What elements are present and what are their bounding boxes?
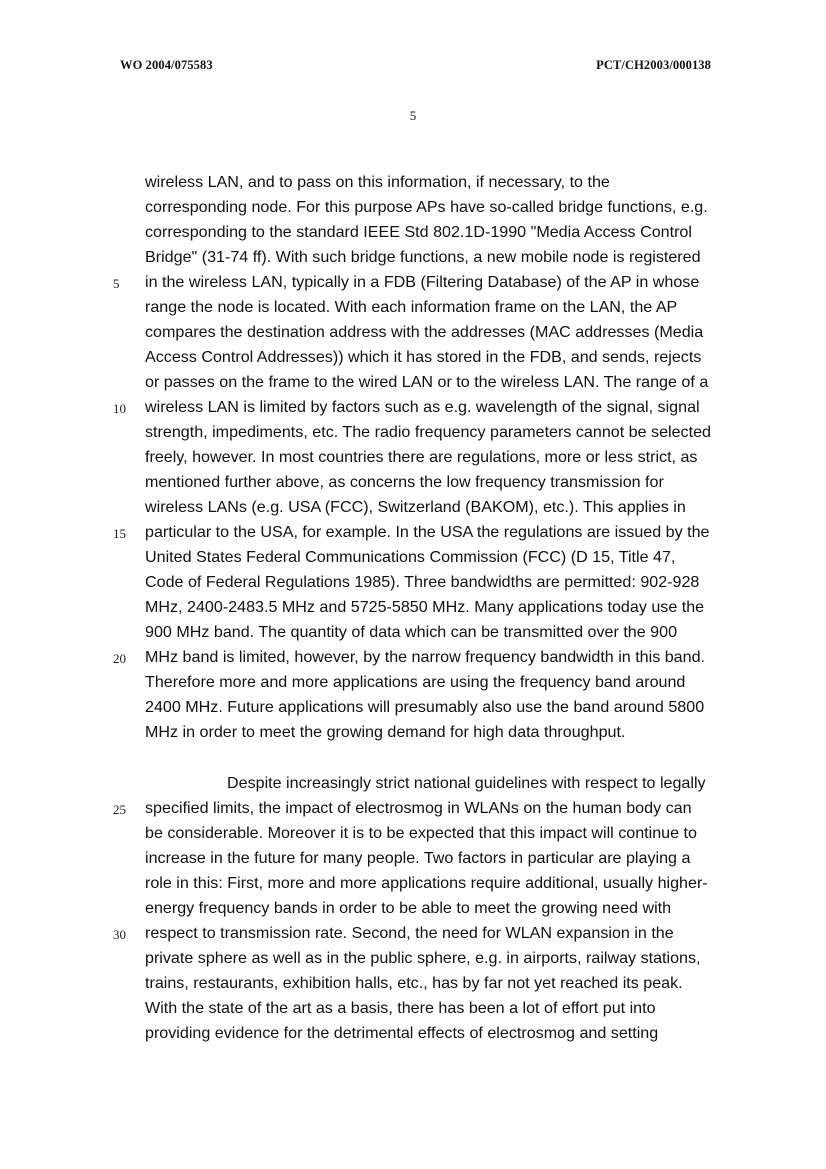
text-line: 2400 MHz. Future applications will presumably also use the band around 5800 [145, 698, 705, 716]
text-line: MHz, 2400-2483.5 MHz and 5725-5850 MHz. Many applications today use the [145, 598, 705, 616]
line-number: 30 [113, 927, 126, 942]
text-line: With the state of the art as a basis, there has been a lot of effort put into [145, 999, 656, 1017]
text-line: energy frequency bands in order to be able to meet the growing need with [145, 899, 672, 917]
text-line: in the wireless LAN, typically in a FDB (Filtering Database) of the AP in whose [145, 273, 700, 291]
page-number: 5 [409, 108, 417, 123]
text-line: 900 MHz band. The quantity of data which can be transmitted over the 900 [145, 623, 678, 641]
text-line: specified limits, the impact of electrosmog in WLANs on the human body can [145, 799, 692, 817]
text-line: Bridge" (31-74 ff). With such bridge functions, a new mobile node is registered [145, 248, 701, 266]
text-line: respect to transmission rate. Second, the need for WLAN expansion in the [145, 924, 674, 942]
text-line: MHz band is limited, however, by the narrow frequency bandwidth in this band. [145, 648, 706, 666]
line-number: 20 [113, 651, 126, 666]
text-line: particular to the USA, for example. In the USA the regulations are issued by the [145, 523, 710, 541]
text-line: Therefore more and more applications are using the frequency band around [145, 673, 686, 691]
text-line: increase in the future for many people. Two factors in particular are playing a [145, 849, 691, 867]
text-line: trains, restaurants, exhibition halls, etc., has by far not yet reached its peak. [145, 974, 683, 992]
text-line: private sphere as well as in the public sphere, e.g. in airports, railway stations, [145, 949, 701, 967]
line-number: 5 [113, 276, 120, 291]
text-line: role in this: First, more and more applications require additional, usually higher- [145, 874, 708, 892]
text-line: wireless LANs (e.g. USA (FCC), Switzerland (BAKOM), etc.). This applies in [145, 498, 686, 516]
line-number: 25 [113, 802, 126, 817]
text-line: providing evidence for the detrimental effects of electrosmog and setting [145, 1024, 659, 1042]
text-line: freely, however. In most countries there are regulations, more or less strict, as [145, 448, 698, 466]
text-line: Code of Federal Regulations 1985). Three bandwidths are permitted: 902-928 [145, 573, 700, 591]
text-line: mentioned further above, as concerns the low frequency transmission for [145, 473, 664, 491]
text-line: be considerable. Moreover it is to be expected that this impact will continue to [145, 824, 697, 842]
line-number: 15 [113, 526, 126, 541]
text-line: range the node is located. With each information frame on the LAN, the AP [145, 298, 678, 316]
page-header-left: WO 2004/075583 [120, 58, 213, 72]
text-line: Access Control Addresses)) which it has stored in the FDB, and sends, rejects [145, 348, 702, 366]
text-line: MHz in order to meet the growing demand for high data throughput. [145, 723, 626, 741]
line-number: 10 [113, 401, 126, 416]
text-line: wireless LAN, and to pass on this information, if necessary, to the [145, 173, 610, 191]
text-line: United States Federal Communications Commission (FCC) (D 15, Title 47, [145, 548, 676, 566]
text-line: Despite increasingly strict national guidelines with respect to legally [227, 774, 706, 792]
page-header-right: PCT/CH2003/000138 [596, 58, 711, 72]
text-line: or passes on the frame to the wired LAN or to the wireless LAN. The range of a [145, 373, 709, 391]
text-line: corresponding to the standard IEEE Std 802.1D-1990 "Media Access Control [145, 223, 692, 241]
text-line: strength, impediments, etc. The radio frequency parameters cannot be selected [145, 423, 711, 441]
text-line: wireless LAN is limited by factors such as e.g. wavelength of the signal, signal [145, 398, 700, 416]
text-line: corresponding node. For this purpose APs have so-called bridge functions, e.g. [145, 198, 708, 216]
text-line: compares the destination address with the addresses (MAC addresses (Media [145, 323, 704, 341]
